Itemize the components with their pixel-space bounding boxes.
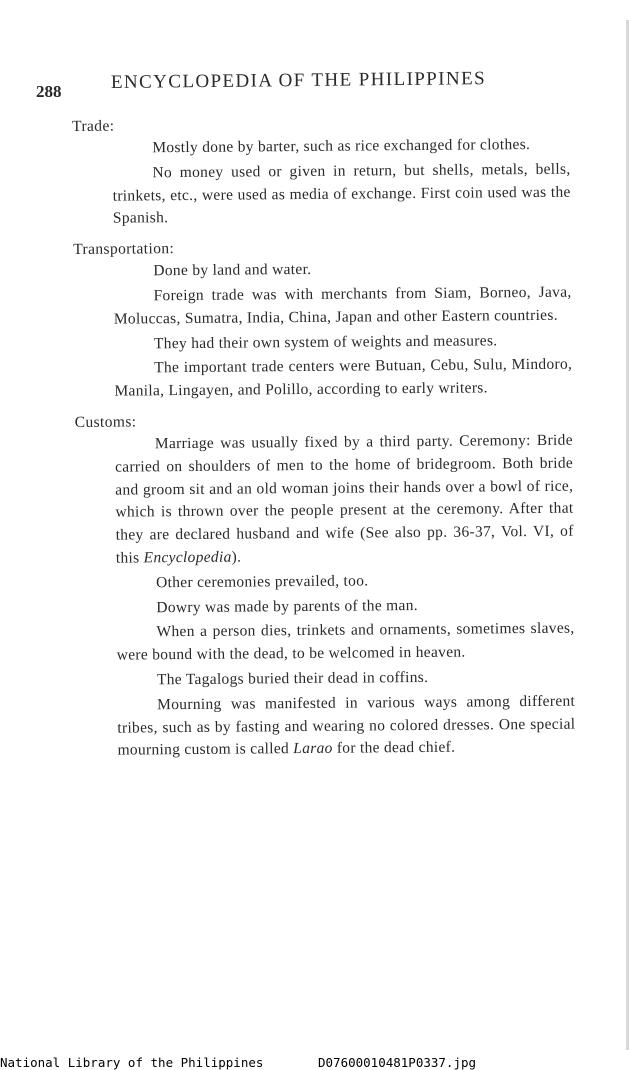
- ceremony-text: Ceremony: Bride carried on shoulders of men to the home of bridegroom. Both bride and groom sit and an old woman joins their hands over a bowl of rice, which is thrown over the people present at the ceremony. After that they are declared husband and wife (See also pp. 36-37, Vol. VI, of this: [114, 431, 574, 567]
- paragraph: When a person dies, trinkets and ornaments, sometimes slaves, were bound with the dead, to be welcomed in heaven.: [116, 619, 575, 664]
- paragraph: They had their own system of weights and measures.: [153, 331, 498, 352]
- section-heading: Transportation:: [73, 240, 175, 259]
- marriage-text: Marriage was usually fixed by a third party.: [154, 432, 454, 453]
- section-customs: [75, 408, 576, 763]
- ceremony-end: ).: [231, 548, 242, 566]
- paragraph: The important trade centers were Butuan, Cebu, Sulu, Mindoro, Manila, Lingayen, and Polillo, according to early writers.: [114, 356, 573, 400]
- paragraph: Foreign trade was with merchants from Siam, Borneo, Java, Moluccas, Sumatra, India, China, Japan and other Eastern countries.: [113, 283, 572, 328]
- paragraph: Mostly done by barter, such as rice exchanged for clothes.: [152, 136, 531, 157]
- page-number: 288: [36, 82, 62, 101]
- paragraph-marriage: [75, 430, 574, 571]
- page-header: [36, 68, 549, 101]
- paragraph: Dowry was made by parents of the man.: [156, 596, 418, 616]
- scan-footer: [0, 1055, 629, 1070]
- paragraph: No money used or given in return, but shells, metals, bells, trinkets, etc., were used as media of exchange. First coin used was the Spanish.: [112, 160, 571, 228]
- section-heading: Customs:: [74, 413, 137, 431]
- library-label: National Library of the Philippines: [0, 1055, 264, 1070]
- paragraph: The Tagalogs buried their dead in coffins.: [156, 668, 429, 689]
- larao-italic: Larao: [293, 740, 333, 758]
- paragraph: Other ceremonies prevailed, too.: [156, 572, 369, 592]
- mourning-end: for the dead chief.: [332, 739, 456, 758]
- section-transportation: [73, 235, 572, 404]
- paragraph-mourning: [77, 690, 576, 763]
- mourning-text: Mourning was manifested in various ways among different tribes, such as by fasting and wearing no colored dresses. One special mourning custom is called: [117, 692, 576, 759]
- paragraph: Done by land and water.: [153, 261, 312, 280]
- section-trade: [72, 112, 571, 232]
- running-title: ENCYCLOPEDIA OF THE PHILIPPINES: [110, 68, 487, 93]
- file-id: D07600010481P0337.jpg: [318, 1055, 477, 1070]
- page-body: [72, 112, 576, 771]
- section-heading: Trade:: [72, 117, 115, 135]
- encyclopedia-italic: Encyclopedia: [143, 548, 232, 567]
